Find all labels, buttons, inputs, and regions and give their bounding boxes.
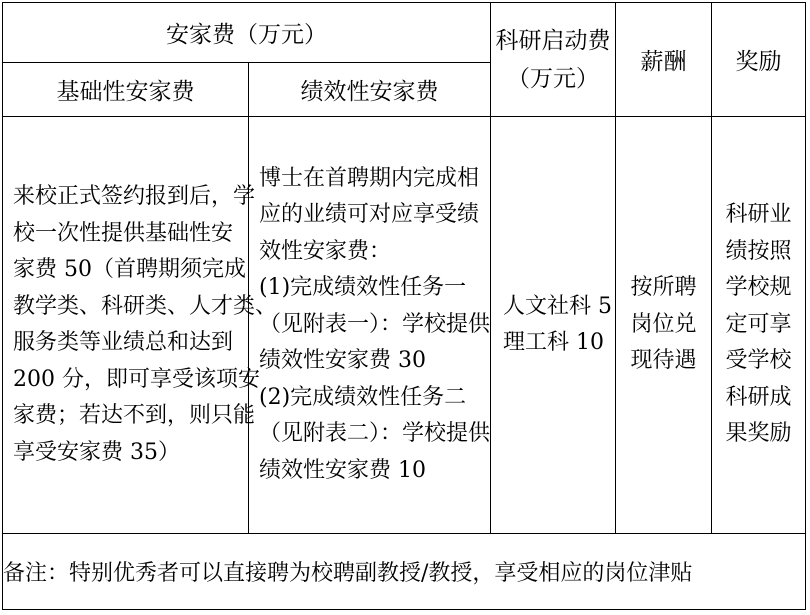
cell-performance-housing-fee bbox=[249, 117, 491, 534]
cell-line: 家费；若达不到，则只能 bbox=[13, 403, 256, 428]
cell-line: 人文社科 5 bbox=[503, 293, 612, 319]
cell-line: （见附表一）：学校提供 bbox=[259, 311, 491, 337]
cell-line: 服务类等业绩总和达到 bbox=[13, 330, 234, 355]
header-housing-fee: 安家费（万元） bbox=[3, 3, 491, 63]
cell-line: 绩效性安家费 10 bbox=[259, 457, 426, 483]
cell-line: 绩效性安家费 30 bbox=[259, 348, 426, 374]
cell-line: 应的业绩可对应享受绩 bbox=[259, 202, 480, 228]
compensation-table bbox=[2, 2, 806, 610]
cell-line: (2)完成绩效性任务二 bbox=[259, 384, 467, 410]
cell-line: （见附表二）：学校提供 bbox=[259, 421, 491, 447]
cell-line: (1)完成绩效性任务一 bbox=[259, 275, 467, 301]
cell-line: 200 分，即可享受该项安 bbox=[13, 366, 260, 392]
header-research-line: （万元） bbox=[507, 65, 599, 92]
cell-line: 校一次性提供基础性安 bbox=[13, 220, 234, 246]
cell-line: 科研成 bbox=[725, 384, 792, 410]
cell-line: 现待遇 bbox=[630, 348, 697, 374]
cell-line: 岗位兑 bbox=[630, 311, 697, 337]
cell-research-startup-fee bbox=[491, 117, 616, 534]
cell-line: 效性安家费： bbox=[259, 238, 392, 264]
cell-line: 来校正式签约报到后，学 bbox=[13, 184, 256, 209]
cell-line: 按所聘 bbox=[630, 275, 697, 301]
cell-line: 受学校 bbox=[725, 348, 792, 374]
cell-line: 果奖励 bbox=[725, 421, 792, 447]
header-salary: 薪酬 bbox=[616, 3, 712, 117]
cell-basic-housing-fee bbox=[3, 117, 278, 534]
header-reward: 奖励 bbox=[712, 3, 806, 117]
cell-line: 学校规 bbox=[725, 275, 792, 301]
cell-line: 家费 50（首聘期须完成 bbox=[13, 257, 246, 282]
cell-line: 绩按照 bbox=[725, 238, 792, 264]
cell-line: 享受安家费 35） bbox=[13, 439, 180, 465]
cell-line: 博士在首聘期内完成相 bbox=[259, 165, 480, 191]
header-research-startup bbox=[491, 3, 616, 117]
cell-line: 教学类、科研类、人才类、 bbox=[13, 293, 278, 319]
cell-salary bbox=[616, 117, 712, 534]
cell-reward bbox=[712, 117, 806, 534]
cell-line: 理工科 10 bbox=[503, 330, 604, 355]
header-research-line: 科研启动费 bbox=[495, 27, 611, 54]
cell-line: 定可享 bbox=[725, 311, 792, 337]
table-note: 备注：特别优秀者可以直接聘为校聘副教授/教授，享受相应的岗位津贴 bbox=[3, 534, 806, 610]
header-basic-housing-fee: 基础性安家费 bbox=[3, 63, 249, 117]
cell-line: 科研业 bbox=[725, 202, 792, 228]
header-performance-housing-fee: 绩效性安家费 bbox=[249, 63, 491, 117]
